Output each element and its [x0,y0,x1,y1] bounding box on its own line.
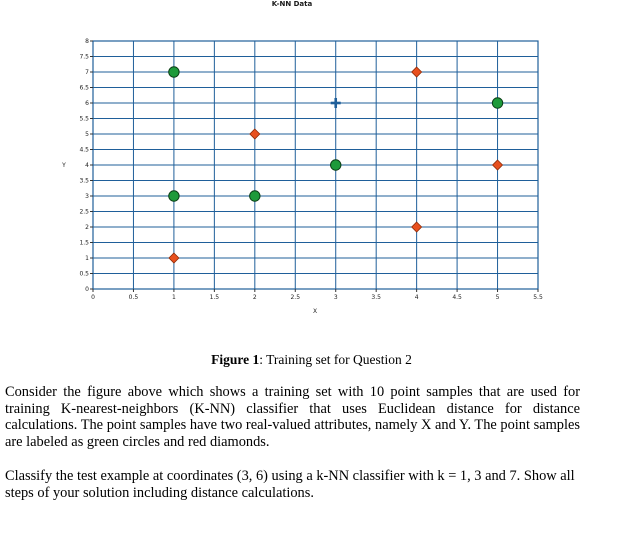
green-circle-point [169,191,179,201]
green-circle-point [331,160,341,170]
x-tick-label: 4 [414,294,419,301]
figure-label: Figure 1 [211,352,260,367]
y-tick-label: 0.5 [79,270,89,278]
y-tick-label: 2.5 [79,208,89,216]
x-tick-label: 5 [495,294,500,301]
x-tick-label: 0 [91,294,95,301]
green-circle-point [169,67,179,77]
y-axis-label: Y [62,162,66,169]
y-tick-label: 7 [85,69,89,76]
y-tick-label: 5.5 [79,115,89,123]
x-tick-label: 1.5 [209,294,220,301]
red-diamond-point [169,253,179,263]
question-paragraph-context: Consider the figure above which shows a training set with 10 point samples that are used for training K-nearest-neighbors (K-NN) classifier that uses Euclidean distance for distance calculations. The point samples have two real-valued attributes, namely X and Y. The point samples are labeled as green circles and red diamonds. [5,384,580,450]
x-tick-label: 3.5 [371,294,381,301]
y-tick-label: 7.5 [79,53,89,61]
y-tick-label: 5 [85,131,89,138]
y-tick-label: 4.5 [79,146,89,154]
grid-lines [93,41,538,289]
y-tick-label: 0 [85,286,89,293]
y-tick-label: 6 [85,100,89,107]
x-tick-label: 4.5 [452,294,462,301]
x-tick-label: 1 [171,294,176,301]
y-tick-label: 6.5 [79,84,89,92]
green-circle-point [492,98,502,108]
y-tick-label: 8 [85,38,89,45]
x-tick-label: 2 [252,294,257,301]
y-tick-label: 3.5 [79,177,89,185]
y-tick-label: 1 [85,255,89,262]
y-tick-label: 4 [85,162,89,169]
y-tick-label: 1.5 [79,239,89,247]
figure-caption-text: : Training set for Question 2 [259,352,412,367]
y-tick-label: 2 [85,224,89,231]
question-paragraph-task: Classify the test example at coordinates (3, 6) using a k-NN classifier with k = 1, 3 and 7. Show all steps of your solution including distance calculations. [5,468,575,501]
red-diamond-point [412,67,422,77]
x-tick-label: 2.5 [290,294,301,301]
y-tick-label: 3 [85,193,89,200]
x-tick-label: 3 [333,294,338,301]
chart-title: K-NN Data [271,0,313,8]
x-tick-label: 5.5 [533,294,543,301]
x-axis-label: X [312,308,318,315]
x-tick-label: 0.5 [128,294,139,301]
test-point-plus [331,98,341,108]
red-diamond-point [493,160,503,170]
figure-caption [0,352,623,368]
green-circle-point [250,191,260,201]
red-diamond-point [250,129,260,139]
red-diamond-point [412,222,422,232]
axis-ticks [79,38,542,301]
